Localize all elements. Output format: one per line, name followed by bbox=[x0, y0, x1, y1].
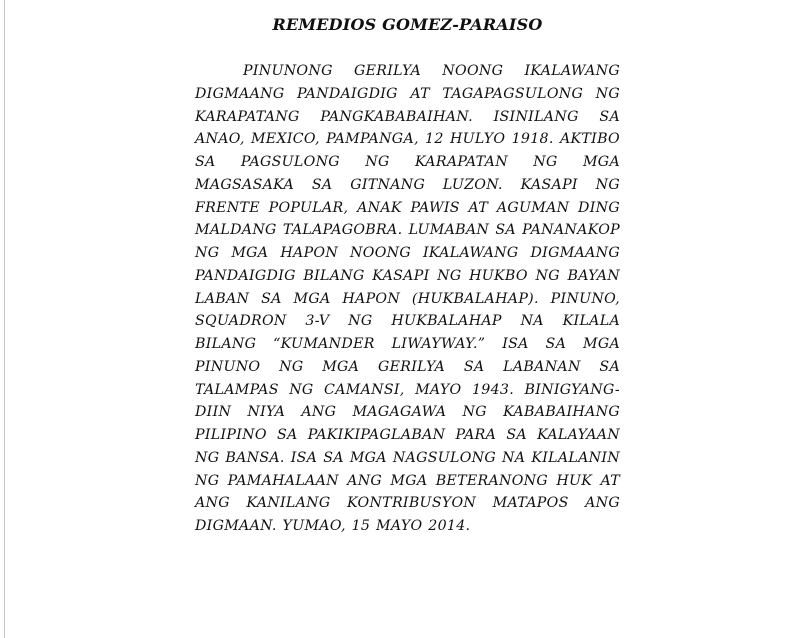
document-title: REMEDIOS GOMEZ-PARAISO bbox=[272, 15, 543, 34]
document-body-paragraph: PINUNONG GERILYA NOONG IKALAWANG DIGMAANG PANDAIGDIG AT TAGAPAGSULONG NG KARAPATANG PANGKABABAIHAN. ISINILANG SA ANAO, MEXICO, PAMPANGA, 12 HULYO 1918. AKTIBO SA PAGSULONG NG KARAPATAN NG MGA MAGSASAKA SA GITNANG LUZON. KASAPI NG FRENTE POPULAR, ANAK PAWIS AT AGUMAN DING MALDANG TALAPAGOBRA. LUMABAN SA PANANAKOP NG MGA HAPON NOONG IKALAWANG DIGMAANG PANDAIGDIG BILANG KASAPI NG HUKBO NG BAYAN LABAN SA MGA HAPON (HUKBALAHAP). PINUNO, SQUADRON 3-V NG HUKBALAHAP NA KILALA BILANG “KUMANDER LIWAYWAY.” ISA SA MGA PINUNO NG MGA GERILYA SA LABANAN SA TALAMPAS NG CAMANSI, MAYO 1943. BINIGYANG-DIIN NIYA ANG MAGAGAWA NG KABABAIHANG PILIPINO SA PAKIKIPAGLABAN PARA SA KALAYAAN NG BANSA. ISA SA MGA NAGSULONG NA KILALANIN NG PAMAHALAAN ANG MGA BETERANONG HUK AT ANG KANILANG KONTRIBUSYON MATAPOS ANG DIGMAAN. YUMAO, 15 MAYO 2014. bbox=[195, 63, 620, 534]
page-edge-divider bbox=[4, 0, 5, 638]
